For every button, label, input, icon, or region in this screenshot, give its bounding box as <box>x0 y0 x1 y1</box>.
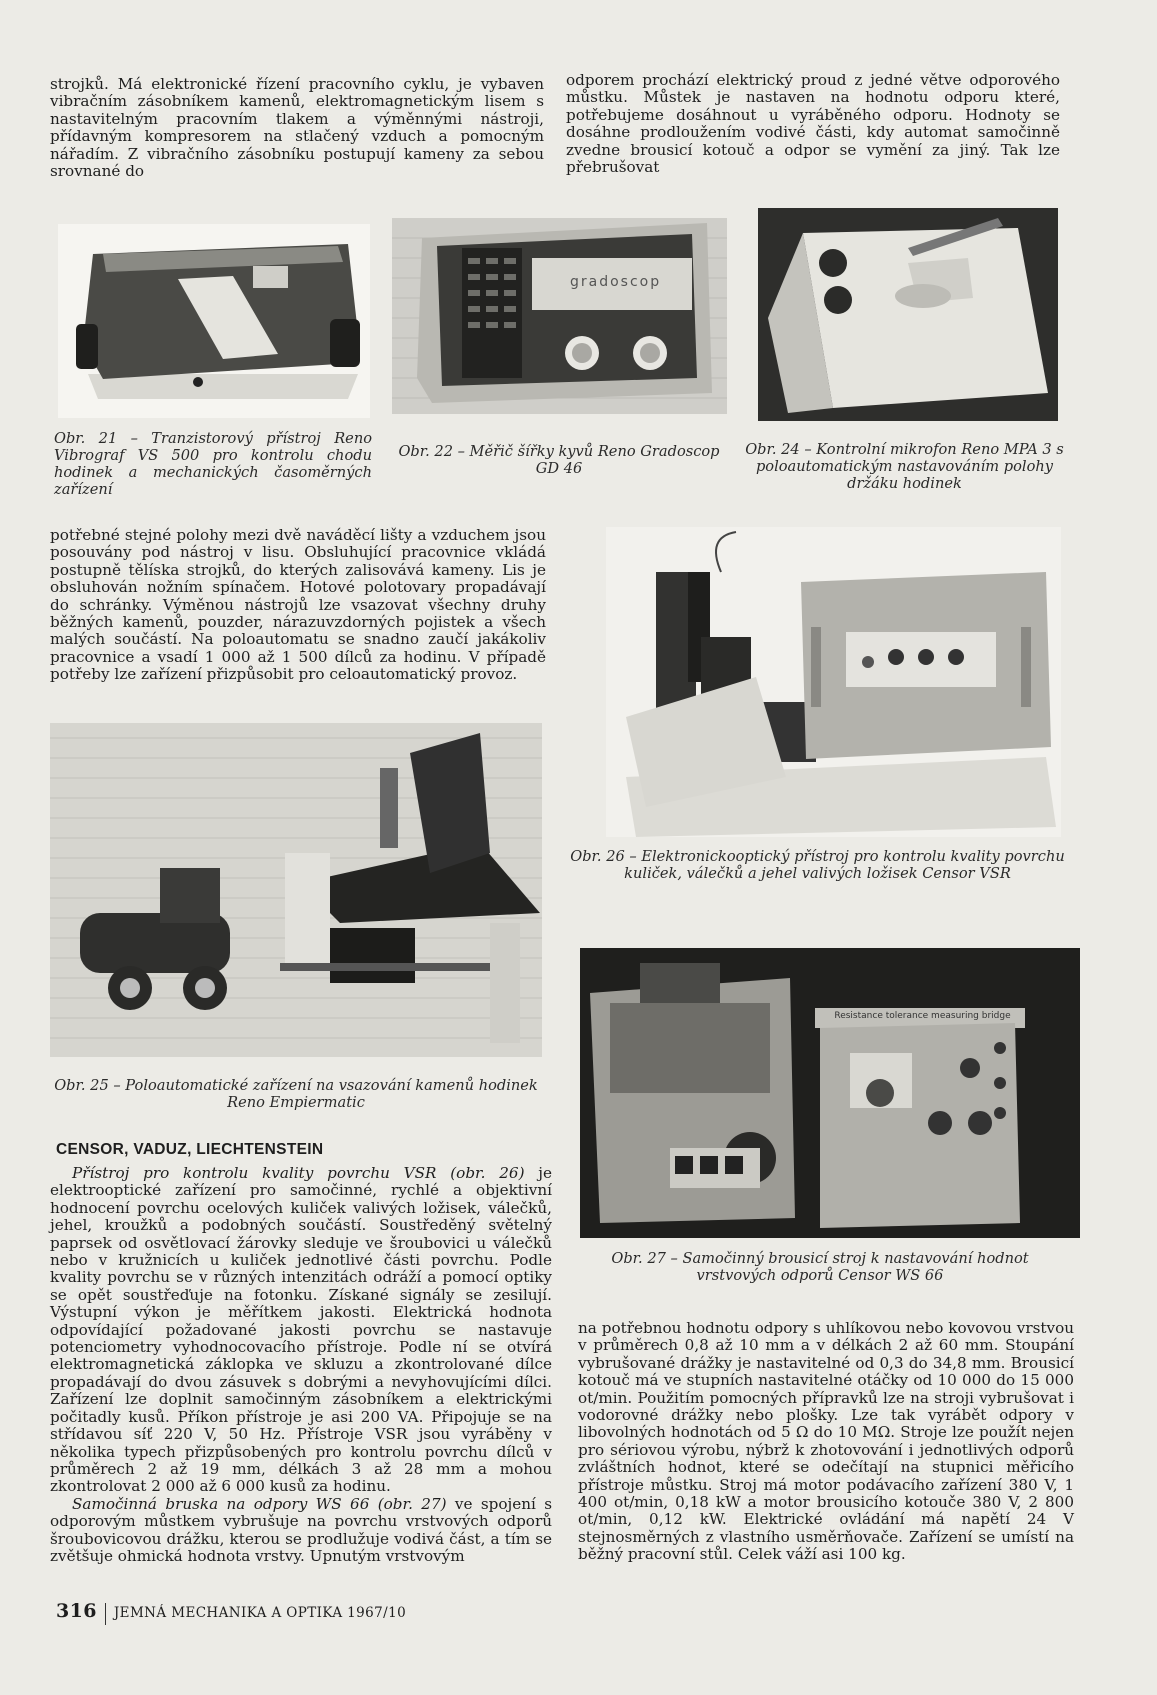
bottom-right-paragraph: na potřebnou hodnotu odpory s uhlíkovou nebo kovovou vrstvou v průměrech 0,8 až 10 mm a v délkách 2 až 60 mm. Stoupání vybrušované drážky je nastavitelné od 0,3 do 34,8 mm. Brousicí kotouč má ve stupních nastavitelné otáčky od 10 000 do 15 000 ot/min. Použitím pomocných přípravků lze na stroji vybrušovat i vodorovné drážky nebo plošky. Lze tak vyrábět odpory v libovolných hodnotách od 5 Ω do 10 MΩ. Stroje lze použít nejen pro sériovou výrobu, nýbrž k zhotovování i jednotlivých odporů zvláštních hodnot, které se odečítají na stupnici měřicího přístroje můstku. Stroj má motor podávacího zařízení 380 V, 1 400 ot/min, 0,18 kW a motor brousicího kotouče 380 V, 2 800 ot/min, 0,12 kW. Elektrické ovládání má napětí 24 V stejnosměrných z vlastního usměrňovače. Zařízení se umístí na běžný pracovní stůl. Celek váží asi 100 kg. <box>578 1319 1074 1564</box>
figure-25-caption: Obr. 25 – Poloautomatické zařízení na vsazování kamenů hodinek Reno Empiermatic <box>54 1077 538 1111</box>
figure-26-photo <box>606 527 1061 837</box>
section-heading: CENSOR, VADUZ, LIECHTENSTEIN <box>56 1141 324 1158</box>
page-number: 316 <box>56 1600 97 1622</box>
top-right-paragraph: odporem prochází elektrický proud z jedné větve odporového můstku. Můstek je nastaven na hodnotu odporu které, potřebujeme dosáhnout u vyráběného odporu. Hodnoty se dosáhne prodloužením vodivé části, kdy automat samočinně zvedne brousicí kotouč a odpor se vymění za jiný. Tak lze přebrušovat <box>566 71 1060 177</box>
figure-22-photo <box>392 218 727 414</box>
footer-divider <box>105 1603 106 1625</box>
bridge-panel-label: Resistance tolerance measuring bridge <box>834 1011 1011 1021</box>
figure-24-photo <box>758 208 1058 421</box>
figure-26-caption: Obr. 26 – Elektronickooptický přístroj pro kontrolu kvality povrchu kuliček, válečků a jehel valivých ložisek Censor VSR <box>570 848 1065 882</box>
mid-left-paragraph: potřebné stejné polohy mezi dvě naváděcí lišty a vzduchem jsou posouvány pod nástroj v lisu. Obsluhující pracovnice vkládá postupně tělíska strojků, do kterých zalisovává kameny. Lis je obsluhován nožním spínačem. Hotové polotovary propadávají do schránky. Výměnou nástrojů lze vsazovat všechny druhy běžných kamenů, pouzder, nárazuvzdorných pojistek a všech malých součástí. Na poloautomatu se snadno zaučí jakákoliv pracovnice a vsadí 1 000 až 1 500 dílců za hodinu. V případě potřeby lze zařízení přizpůsobit pro celoautomatický provoz. <box>50 526 546 684</box>
figure-24-caption: Obr. 24 – Kontrolní mikrofon Reno MPA 3 s poloautomatickým nastavováním polohy držáku hodinek <box>745 441 1064 492</box>
figure-21-photo <box>58 224 370 418</box>
journal-name: JEMNÁ MECHANIKA A OPTIKA 1967/10 <box>113 1605 407 1621</box>
figure-22-caption: Obr. 22 – Měřič šířky kyvů Reno Gradoscop GD 46 <box>398 443 720 477</box>
page-footer <box>56 1600 406 1625</box>
figure-21-caption: Obr. 21 – Tranzistorový přístroj Reno Vibrograf VS 500 pro kontrolu chodu hodinek a mechanických časoměrných zařízení <box>54 430 372 498</box>
figure-25-photo <box>50 723 542 1057</box>
ws66-title: Samočinná bruska na odpory WS 66 (obr. 27) <box>72 1494 447 1513</box>
section-text <box>50 1165 552 1565</box>
vsr-description: je elektrooptické zařízení pro samočinné, rychlé a objektivní hodnocení povrchu ocelových kuliček valivých ložisek, válečků, jehel, kroužků a podobných součástí. Soustředěný světelný paprsek od osvětlovací žárovky sleduje ve šroubovici u válečků nebo v kružnicích u kuliček jednotlivé části povrchu. Podle kvality povrchu se v různých intenzitách odráží a pomocí optiky se opět soustřeďuje na fotonku. Získané signály se zesilují. Výstupní výkon je měřítkem jakosti. Elektrická hodnota odpovídající požadované jakosti povrchu se nastavuje potenciometry vyhodnocovacího přístroje. Podle ní se otvírá elektromagnetická záklopka ve skluzu a zkontrolované dílce propadávají do dvou zásuvek s dobrými a nevyhovujícími dílci. Zařízení lze doplnit samočinným zásobníkem a elektrickými počitadly kusů. Příkon přístroje je asi 200 VA. Připojuje se na střídavou síť 220 V, 50 Hz. Přístroje VSR jsou vyráběny v několika typech přizpůsobených pro kontrolu povrchu dílců v průměrech 2 až 19 mm, délkách 3 až 28 mm a mohou zkontrolovat 2 000 až 6 000 kusů za hodinu. <box>50 1164 552 1496</box>
vsr-title: Přístroj pro kontrolu kvality povrchu VSR (obr. 26) <box>72 1164 525 1182</box>
ws66-description: ve spojení s odporovým můstkem vybrušuje na povrchu vrstvových odporů šroubovicovou drážku, kterou se prodlužuje vodivá část, a tím se zvětšuje ohmická hodnota vrstvy. Upnutým vrstvovým <box>50 1494 552 1565</box>
gradoscop-brand-label: gradoscop <box>570 274 662 290</box>
figure-27-caption: Obr. 27 – Samočinný brousicí stroj k nastavování hodnot vrstvových odporů Censor WS 66 <box>611 1250 1029 1284</box>
figure-27-photo <box>580 948 1080 1238</box>
top-left-paragraph: strojků. Má elektronické řízení pracovního cyklu, je vybaven vibračním zásobníkem kamenů, elektromagnetickým lisem s nastavitelným pracovním tlakem a výměnnými nástroji, přídavným kompresorem na stlačený vzduch a pomocným nářadím. Z vibračního zásobníku postupují kameny za sebou srovnané do <box>50 75 544 181</box>
